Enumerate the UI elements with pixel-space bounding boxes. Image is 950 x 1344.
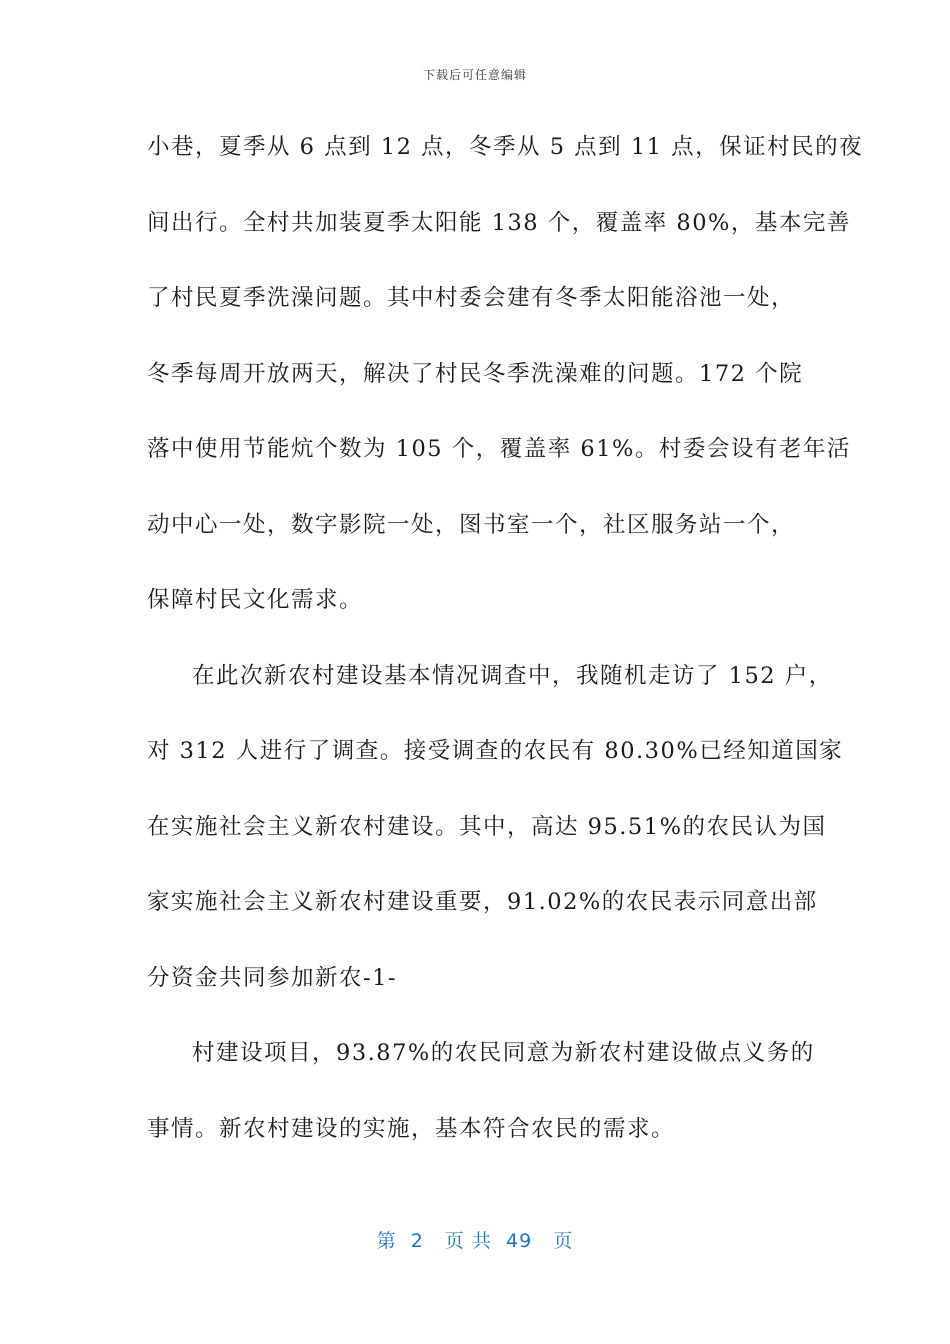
header-note: 下载后可任意编辑 [422, 68, 527, 82]
text-line: 动中心一处，数字影院一处，图书室一个，社区服务站一个， [147, 511, 796, 538]
text-line: 冬季每周开放两天，解决了村民冬季洗澡难的问题。172 个院 [147, 360, 804, 387]
paragraph-start-line: 村建设项目，93.87%的农民同意为新农村建设做点义务的 [192, 1040, 815, 1066]
page-number-footer: 第 2 页 共 49 页 [376, 1230, 574, 1252]
paragraph-start-line: 在此次新农村建设基本情况调查中，我随机走访了 152 户， [192, 662, 833, 689]
text-line: 落中使用节能炕个数为 105 个，覆盖率 61%。村委会设有老年活 [147, 436, 851, 462]
document-body [147, 124, 864, 1181]
text-line: 小巷，夏季从 6 点到 12 点，冬季从 5 点到 11 点，保证村民的夜 [147, 134, 864, 160]
text-line: 了村民夏季洗澡问题。其中村委会建有冬季太阳能浴池一处， [147, 285, 796, 311]
text-line: 分资金共同参加新农-1- [147, 964, 398, 991]
text-line: 间出行。全村共加装夏季太阳能 138 个，覆盖率 80%，基本完善 [147, 209, 851, 236]
text-line: 在实施社会主义新农村建设。其中，高达 95.51%的农民认为国 [147, 813, 827, 840]
text-line: 家实施社会主义新农村建设重要，91.02%的农民表示同意出部 [147, 889, 818, 915]
text-line: 对 312 人进行了调查。接受调查的农民有 80.30%已经知道国家 [147, 738, 844, 764]
text-line: 保障村民文化需求。 [147, 587, 364, 613]
text-line: 事情。新农村建设的实施，基本符合农民的需求。 [147, 1115, 676, 1142]
